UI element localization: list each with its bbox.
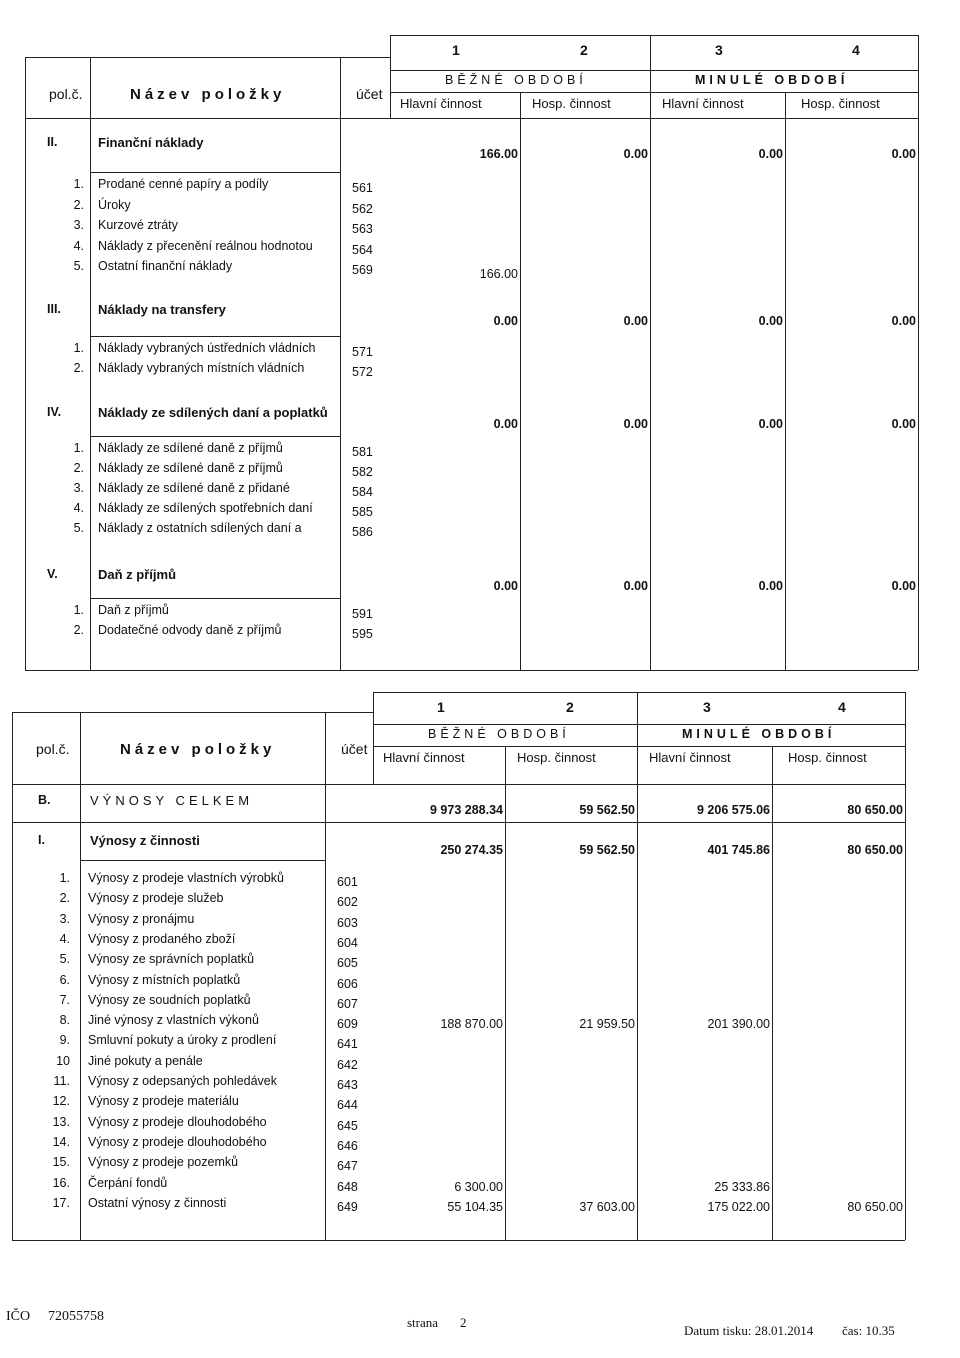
item-number: 4. [73,501,84,515]
header-top-left-line [12,712,373,713]
item-number: 5. [73,521,84,535]
item-number: 1. [59,871,70,885]
header-period-line [373,724,905,725]
item-ucet: 601 [337,875,358,889]
item-name: Výnosy z prodeje dlouhodobého [88,1114,267,1129]
item-name: Náklady vybraných ústředních vládních [98,341,316,355]
item-name: Ostatní výnosy z činnosti [88,1195,227,1210]
header-col-number-2: 2 [580,42,588,58]
section-total-value: 0.00 [891,579,916,593]
item-ucet: 606 [337,976,358,991]
item-name: Ostatní finanční náklady [98,259,233,273]
item-name: Čerpání fondů [88,1175,168,1190]
item-ucet: 564 [352,242,373,257]
item-name: Jiné výnosy z vlastních výkonů [88,1013,259,1028]
item-name: Kurzové ztráty [98,218,178,232]
item-ucet: 595 [352,627,373,641]
item-name: Náklady ze sdílené daně z příjmů [98,461,283,475]
section-title: Výnosy z činnosti [90,833,200,848]
item-ucet: 569 [352,263,373,277]
header-hosp-cinnost-2: Hosp. činnost [801,96,880,111]
item-ucet: 647 [337,1159,358,1174]
table-right-border [918,35,919,670]
item-number: 7. [59,992,70,1007]
header-minule-obdobi: MINULÉ OBDOBÍ [682,727,836,741]
header-hosp-cinnost-1: Hosp. činnost [532,96,611,111]
section-title-underline [90,336,340,337]
item-number: 2. [73,197,84,212]
item-name: Výnosy z prodeje pozemků [88,1155,239,1170]
section-code: I. [38,833,45,847]
table-bottom-border [25,670,918,671]
item-number: 2. [59,891,70,906]
table-right-border [905,692,906,1240]
grid-line [785,92,786,118]
item-number: 4. [73,238,84,253]
total-value: 59 562.50 [579,803,635,817]
ico-value: 72055758 [48,1309,104,1324]
section-total-value: 250 274.35 [440,843,503,857]
item-name: Smluvní pokuty a úroky z prodlení [88,1033,277,1048]
grid-line [90,57,91,118]
section-total-value: 0.00 [493,579,518,593]
item-value: 6 300.00 [454,1179,503,1194]
grid-line [325,712,326,784]
section-total-value: 0.00 [758,147,783,161]
header-polc: pol.č. [49,86,83,102]
item-name: Jiné pokuty a penále [88,1053,203,1068]
item-name: Výnosy z prodeje služeb [88,891,224,906]
section-total-value: 401 745.86 [707,843,770,857]
item-number: 6. [59,972,70,987]
item-name: Náklady ze sdílené daně z přidané [98,481,290,495]
item-name: Úroky [98,197,131,212]
item-number: 14. [52,1134,70,1149]
item-name: Prodané cenné papíry a podíly [98,177,269,191]
item-ucet: 602 [337,895,358,910]
item-name: Náklady z přecenění reálnou hodnotou [98,238,313,253]
item-ucet: 641 [337,1037,358,1052]
header-hlavni-cinnost-1: Hlavní činnost [383,750,465,765]
page-footer [0,1290,960,1350]
header-sub-line [373,746,905,747]
item-number: 1. [73,341,84,355]
header-top-right-line [373,692,905,693]
item-name: Výnosy z prodeje materiálu [88,1094,239,1109]
item-value: 55 104.35 [447,1199,503,1214]
header-col-number-4: 4 [838,699,846,715]
header-minule-obdobi: MINULÉ OBDOBÍ [695,73,849,87]
item-ucet: 582 [352,465,373,479]
section-total-value: 0.00 [891,147,916,161]
section-total-value: 0.00 [623,417,648,431]
item-ucet: 604 [337,935,358,950]
item-value: 25 333.86 [714,1179,770,1194]
page-number: 2 [460,1315,467,1330]
section-title-underline [80,860,325,861]
section-total-value: 0.00 [758,314,783,328]
item-value: 188 870.00 [440,1017,503,1032]
total-value: 80 650.00 [847,803,903,817]
section-title: Náklady ze sdílených daní a poplatků [98,405,328,420]
item-number: 11. [53,1074,70,1088]
item-number: 13. [52,1114,70,1129]
item-value: 175 022.00 [707,1199,770,1214]
section-code: V. [47,567,58,581]
header-col-number-2: 2 [566,699,574,715]
grid-line [520,92,521,118]
table-bottom-border [12,1240,905,1241]
item-value: 166.00 [479,267,518,281]
item-name: Výnosy z prodeje dlouhodobého [88,1134,267,1149]
item-number: 1. [73,177,84,191]
header-split-line [390,35,391,118]
item-name: Dodatečné odvody daně z příjmů [98,623,282,637]
item-ucet: 644 [337,1098,358,1113]
item-name: Výnosy z odepsaných pohledávek [88,1074,278,1088]
item-number: 2. [73,461,84,475]
header-sub-line [390,92,918,93]
print-time: čas: 10.35 [842,1323,895,1338]
section-total-value: 0.00 [623,147,648,161]
print-date: Datum tisku: 28.01.2014 [684,1323,814,1338]
item-ucet: 563 [352,222,373,236]
section-total-value: 0.00 [623,314,648,328]
item-number: 3. [73,218,84,232]
section-total-value: 59 562.50 [579,843,635,857]
item-name: Výnosy ze správních poplatků [88,952,255,967]
header-top-left-line [25,57,390,58]
item-ucet: 646 [337,1138,358,1153]
section-total-value: 80 650.00 [847,843,903,857]
header-hosp-cinnost-2: Hosp. činnost [788,750,867,765]
item-number: 5. [59,952,70,967]
item-ucet: 603 [337,915,358,930]
item-number: 2. [73,361,84,375]
item-number: 4. [59,931,70,946]
item-name: Náklady vybraných místních vládních [98,361,305,375]
item-ucet: 642 [337,1057,358,1072]
grid-line [80,712,81,784]
item-name: Výnosy z prodeje vlastních výrobků [88,871,284,885]
section-total-value: 0.00 [493,417,518,431]
item-number: 9. [59,1033,70,1048]
grid-line [340,57,341,118]
header-period-line [390,70,918,71]
section-title-underline [90,598,340,599]
total-code: B. [38,793,51,807]
ico-label: IČO [6,1309,31,1324]
item-ucet: 585 [352,505,373,519]
item-number: 3. [59,911,70,926]
item-value: 37 603.00 [579,1199,635,1214]
item-number: 8. [59,1013,70,1028]
item-value: 21 959.50 [579,1017,635,1032]
item-ucet: 607 [337,996,358,1011]
section-title: Finanční náklady [98,135,204,150]
page-label: strana [407,1315,439,1330]
item-ucet: 586 [352,525,373,539]
header-ucet: účet [356,86,383,102]
item-ucet: 609 [337,1017,358,1032]
header-bezne-obdobi: BĚŽNÉ OBDOBÍ [428,727,570,741]
item-ucet: 591 [352,607,373,621]
item-ucet: 645 [337,1118,358,1133]
grid-line [637,692,638,784]
item-name: Výnosy z pronájmu [88,911,195,926]
grid-line [772,746,773,784]
item-ucet: 572 [352,365,373,379]
section-title: Daň z příjmů [98,567,177,582]
section-total-value: 0.00 [623,579,648,593]
item-number: 5. [73,259,84,273]
item-ucet: 581 [352,445,373,459]
total-value: 9 206 575.06 [697,803,770,817]
total-value: 9 973 288.34 [430,803,503,817]
item-number: 3. [73,481,84,495]
section-total-value: 0.00 [891,417,916,431]
item-name: Výnosy ze soudních poplatků [88,992,251,1007]
header-hlavni-cinnost-2: Hlavní činnost [649,750,731,765]
section-title: Náklady na transfery [98,302,226,317]
section-total-value: 0.00 [891,314,916,328]
header-hosp-cinnost-1: Hosp. činnost [517,750,596,765]
item-value: 80 650.00 [847,1199,903,1214]
header-polc: pol.č. [36,741,70,757]
polc-column-line [80,784,81,1240]
item-number: 10 [56,1053,70,1068]
section-total-value: 0.00 [493,314,518,328]
item-number: 15. [52,1155,70,1170]
header-col-number-3: 3 [715,42,723,58]
header-col-number-3: 3 [703,699,711,715]
section-total-value: 166.00 [479,147,518,161]
header-nazev: Název položky [130,86,286,103]
header-col-number-4: 4 [852,42,860,58]
header-top-right-line [390,35,918,36]
polc-column-line [90,118,91,670]
item-name: Výnosy z místních poplatků [88,972,241,987]
item-ucet: 648 [337,1179,358,1194]
item-ucet: 562 [352,201,373,216]
header-col-number-1: 1 [452,42,460,58]
item-ucet: 605 [337,956,358,971]
section-code: IV. [47,405,62,419]
item-ucet: 643 [337,1078,358,1092]
total-title: VÝNOSY CELKEM [90,793,254,808]
grid-line [650,35,651,118]
header-hlavni-cinnost-2: Hlavní činnost [662,96,744,111]
item-number: 17. [52,1195,70,1210]
item-name: Daň z příjmů [98,603,169,617]
item-name: Náklady ze sdílené daně z příjmů [98,441,283,455]
header-ucet: účet [341,741,368,757]
section-title-underline [90,436,340,437]
item-name: Výnosy z prodaného zboží [88,931,236,946]
item-number: 1. [73,441,84,455]
item-number: 2. [73,623,84,637]
item-number: 16. [52,1175,70,1190]
section-code: III. [47,302,61,316]
total-row-divider [12,822,905,823]
item-ucet: 649 [337,1199,358,1214]
item-name: Náklady z ostatních sdílených daní a [98,521,302,535]
item-number: 1. [73,603,84,617]
section-total-value: 0.00 [758,417,783,431]
header-split-line [373,692,374,784]
header-nazev: Název položky [120,741,276,758]
header-hlavni-cinnost-1: Hlavní činnost [400,96,482,111]
item-ucet: 571 [352,345,373,359]
item-ucet: 561 [352,181,373,195]
header-col-number-1: 1 [437,699,445,715]
section-title-underline [90,172,340,173]
section-total-value: 0.00 [758,579,783,593]
item-ucet: 584 [352,485,373,499]
grid-line [505,746,506,784]
section-code: II. [47,135,58,149]
item-name: Náklady ze sdílených spotřebních daní [98,501,313,515]
item-value: 201 390.00 [707,1017,770,1032]
header-bezne-obdobi: BĚŽNÉ OBDOBÍ [445,73,587,87]
item-number: 12. [52,1094,70,1109]
